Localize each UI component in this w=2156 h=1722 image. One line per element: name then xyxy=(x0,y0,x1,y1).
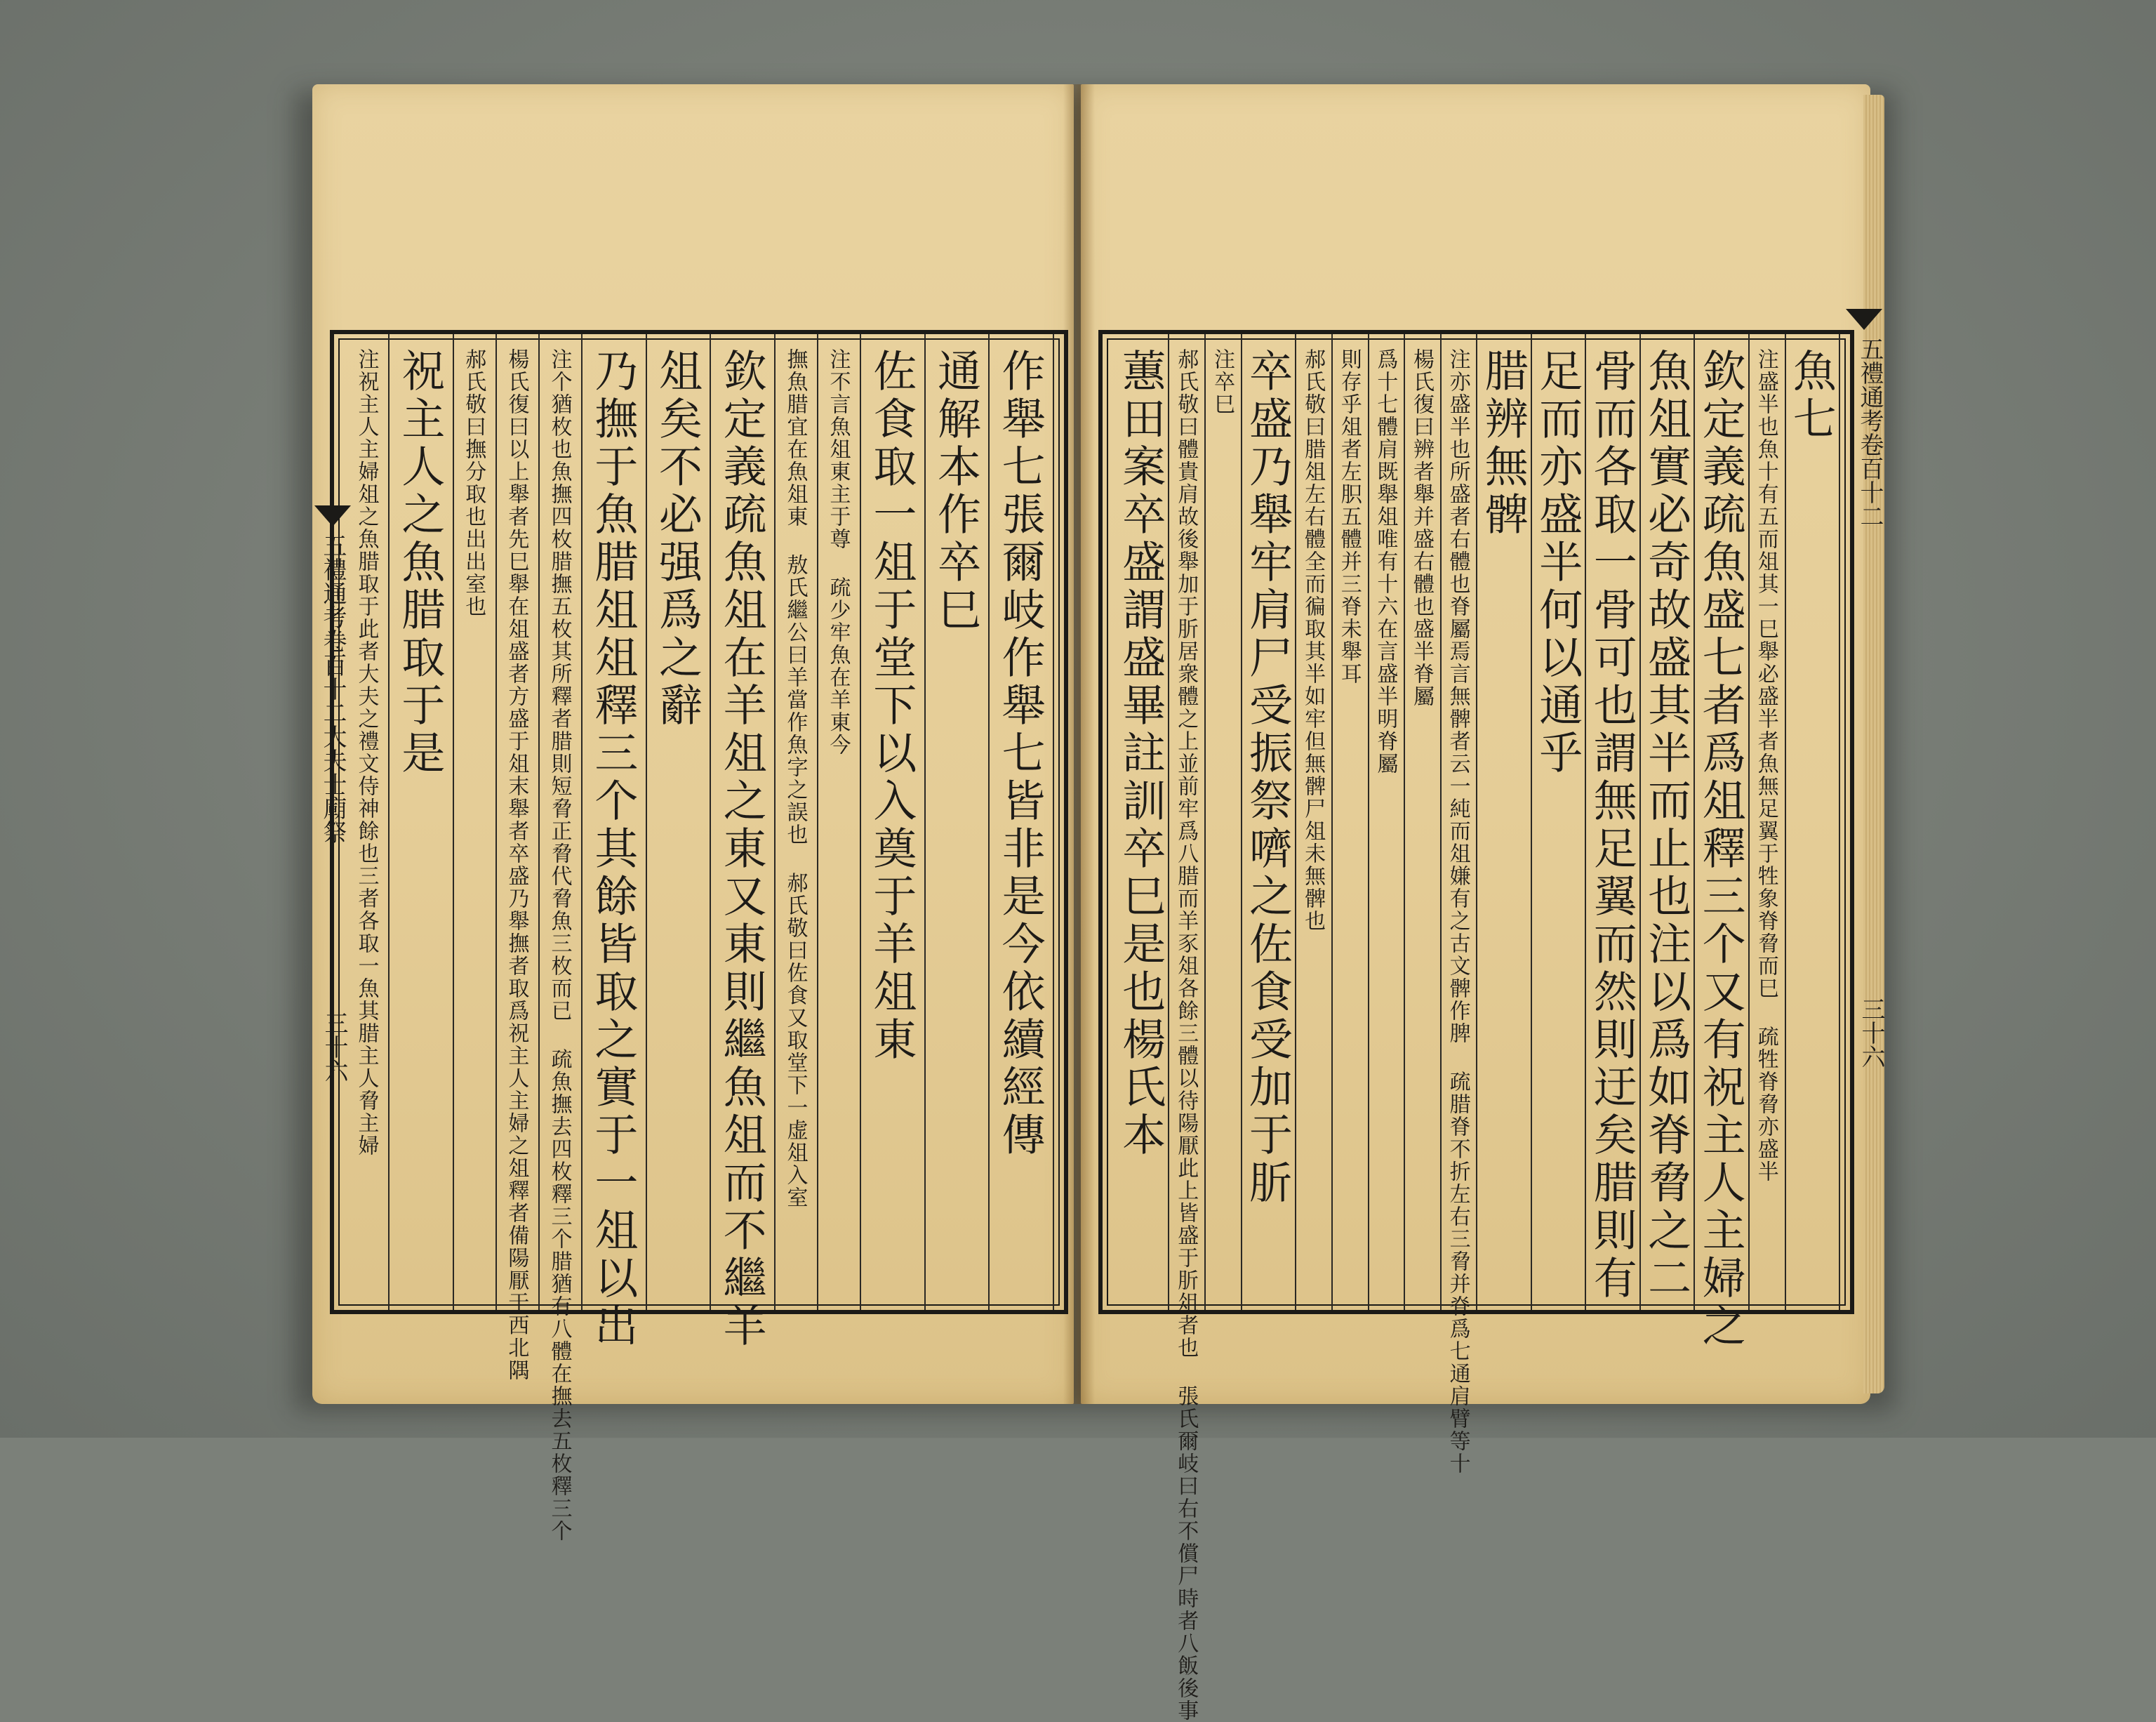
commentary-text-column: 楊氏復曰以上舉者先巳舉在俎盛者方盛于俎末舉者卒盛乃舉撫者取爲祝主人主婦之俎釋者備陽厭于西北隅 xyxy=(504,348,529,1382)
left-fishtail-mark xyxy=(314,505,351,526)
commentary-text-column: 郝氏敬曰體貴肩故後舉加于肵居衆體之上並前牢爲八腊而羊豕俎各餘三體以待陽厭此上皆盛于肵俎者也 張氏爾岐曰右不償尸時者八飯後事 xyxy=(1173,348,1199,1722)
page-edge-stack xyxy=(1863,95,1884,1393)
commentary-text-column: 注亦盛半也所盛者右體也脊屬焉言無髀者云一純而俎嫌有之古文髀作脾 疏腊脊不折左右三脅并脊爲七通肩臂等十 xyxy=(1445,348,1470,1475)
main-text-column: 俎矣不必强爲之辭 xyxy=(651,348,703,730)
commentary-text-column: 注卒巳 xyxy=(1209,348,1235,416)
commentary-text-column: 撫魚腊宜在魚俎東 敖氏繼公曰羊當作魚字之誤也 郝氏敬曰佐食又取堂下一虚俎入室 xyxy=(783,348,808,1209)
commentary-text-column: 注祝主人主婦俎之魚腊取于此者大夫之禮文侍神餘也三者各取一魚其腊主人脅主婦 xyxy=(354,348,379,1157)
commentary-text-column: 爲十七體肩既舉俎唯有十六在言盛半明脊屬 xyxy=(1373,348,1398,775)
right-fishtail-mark xyxy=(1846,309,1882,330)
main-text-column: 魚俎實必奇故盛其半而止也注以爲如脊脅之二 xyxy=(1640,348,1692,1303)
main-text-column: 通解本作卒巳 xyxy=(930,348,982,635)
main-text-column: 欽定義疏魚盛七者爲俎釋三个又有祝主人主婦之 xyxy=(1695,348,1747,1351)
main-text-column: 祝主人之魚腊取于是 xyxy=(394,348,446,778)
main-text-column: 作舉七張爾岐作舉七皆非是今依續經傳 xyxy=(994,348,1046,1160)
commentary-text-column: 注盛半也魚十有五而俎其一巳舉必盛半者魚無足翼于牲象脊脅而巳 疏牲脊脅亦盛半 xyxy=(1753,348,1778,1183)
commentary-text-column: 郝氏敬曰腊俎左右體全而徧取其半如牢但無髀尸俎未無髀也 xyxy=(1300,348,1326,932)
main-text-column: 乃撫于魚腊俎俎釋三个其餘皆取之實于一俎以出 xyxy=(587,348,639,1351)
right-folio-number: 三十六 xyxy=(1857,997,1885,1068)
main-text-column: 魚七 xyxy=(1785,348,1837,444)
left-center-margin-label: 五禮通考卷百十二大夫士廟祭 xyxy=(319,534,347,844)
column-rule xyxy=(1785,334,1840,1310)
main-text-column: 骨而各取一骨可也謂無足翼而然則迂矣腊則有 xyxy=(1586,348,1638,1303)
main-text-column: 蕙田案卒盛謂盛畢註訓卒巳是也楊氏本 xyxy=(1114,348,1166,1160)
left-text-frame xyxy=(330,330,1068,1542)
main-text-column: 佐食取一俎于堂下以入奠于羊俎東 xyxy=(865,348,917,1064)
main-text-column: 腊辨無髀 xyxy=(1477,348,1529,539)
left-folio-number: 三十六 xyxy=(320,1011,348,1082)
commentary-text-column: 楊氏復曰辨者舉并盛右體也盛半脊屬 xyxy=(1409,348,1435,708)
commentary-text-column: 注个猶枚也魚撫四枚腊撫五枚其所釋者腊則短脅正脅代脅魚三枚而已 疏魚撫去四枚釋三个腊猶有八體在撫去五枚釋三个 xyxy=(547,348,572,1542)
main-text-column: 欽定義疏魚俎在羊俎之東又東則繼魚俎而不繼羊 xyxy=(716,348,768,1351)
commentary-text-column: 則存乎俎者左胑五體并三脊未舉耳 xyxy=(1336,348,1362,685)
right-text-frame xyxy=(1098,330,1854,1722)
commentary-text-column: 郝氏敬曰撫分取也出出室也 xyxy=(461,348,486,618)
right-center-margin-label: 五禮通考卷百十二 xyxy=(1856,337,1884,528)
column-rule xyxy=(1204,334,1242,1310)
main-text-column: 足而亦盛半何以通乎 xyxy=(1531,348,1583,778)
main-text-column: 卒盛乃舉牢肩尸受振祭嚌之佐食受加于肵 xyxy=(1242,348,1293,1207)
commentary-text-column: 注不言魚俎東主于尊 疏少牢魚在羊東今 xyxy=(825,348,851,756)
